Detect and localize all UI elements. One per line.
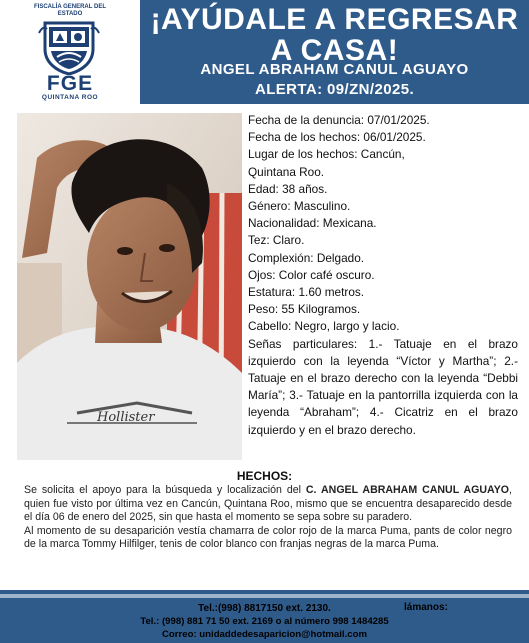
nationality: Nacionalidad: Mexicana. [248,216,377,231]
hair: Cabello: Negro, largo y lacio. [248,319,400,334]
org-line: FISCALÍA GENERAL DEL ESTADO [33,4,106,17]
facts-text [24,484,512,552]
facts-p1-name: C. ANGEL ABRAHAM CANUL AGUAYO [305,484,510,496]
person-photo [17,113,242,460]
person-name: ANGEL ABRAHAM CANUL AGUAYO [200,61,469,78]
logo-text: FGE [46,72,94,95]
alert-number: ALERTA: 09/ZN/2025. [254,81,415,98]
state-shield-icon [37,19,101,75]
contact-email: Correo: unidaddedesaparicion@hotmail.com [162,629,367,640]
title-line-1: ¡AYÚDALE A REGRESAR [150,3,519,36]
weight: Peso: 55 Kilogramos. [248,302,361,317]
facts-p1-start: Se solicita el apoyo para la búsqueda y localización del [24,484,306,496]
event-place-line-1: Lugar de los hechos: Cancún, [248,147,405,162]
eyes: Ojos: Color café oscuro. [248,267,375,282]
build: Complexión: Delgado. [248,250,365,265]
contact-phone: Tel.:(998) 8817150 ext. 2130. [198,603,331,614]
event-place-line-2: Quintana Roo. [248,164,325,179]
facts-paragraph-1 [24,484,512,525]
footer-stripe [0,594,529,598]
distinctive-marks: Señas particulares: 1.- Tatuaje en el brazo izquierdo con la leyenda “Víctor y Martha”; 2.- Tatuaje en el brazo derecho con la leyenda “Debbi María”; 3.- Tatuaje en la pantorrilla izquierda con la leyenda “Abraham”; 4.- Cicatriz en el brazo izquierdo y en el brazo derecho. [248,336,518,437]
shirt-print-text: Hollister [97,410,155,425]
header-banner [140,0,529,104]
complexion-tone: Tez: Claro. [248,233,305,248]
facts-heading: HECHOS: [236,469,293,483]
age: Edad: 38 años. [248,181,328,196]
height: Estatura: 1.60 metros. [248,285,365,300]
logo-area [0,0,140,104]
poster-title [140,4,529,66]
gender: Género: Masculino. [248,199,351,214]
person-details [248,112,518,439]
complaint-date: Fecha de la denuncia: 07/01/2025. [248,113,430,127]
event-date: Fecha de los hechos: 06/01/2025. [248,130,426,145]
call-us-label: lámanos: [404,602,448,613]
title-line-2: A CASA! [270,34,399,67]
logo-subtext: QUINTANA ROO [41,94,99,101]
person-photo-illustration [17,113,242,460]
contact-phone-2: Tel.: (998) 881 71 50 ext. 2169 o al número 998 1484285 [140,616,389,627]
facts-paragraph-2: Al momento de su desaparición vestía chamarra de color rojo de la marca Puma, pants de color negro de la marca Tommy Hilfilger, tenis de color blanco con franjas negras de la marca Puma. [24,524,512,551]
facts-p1-end: , quien fue visto por última vez en Cancún, Quintana Roo, mismo que se encuentra desaparecido desde el día 06 de enero del 2025, sin que hasta el momento se sepa sobre su paradero. [24,484,512,524]
